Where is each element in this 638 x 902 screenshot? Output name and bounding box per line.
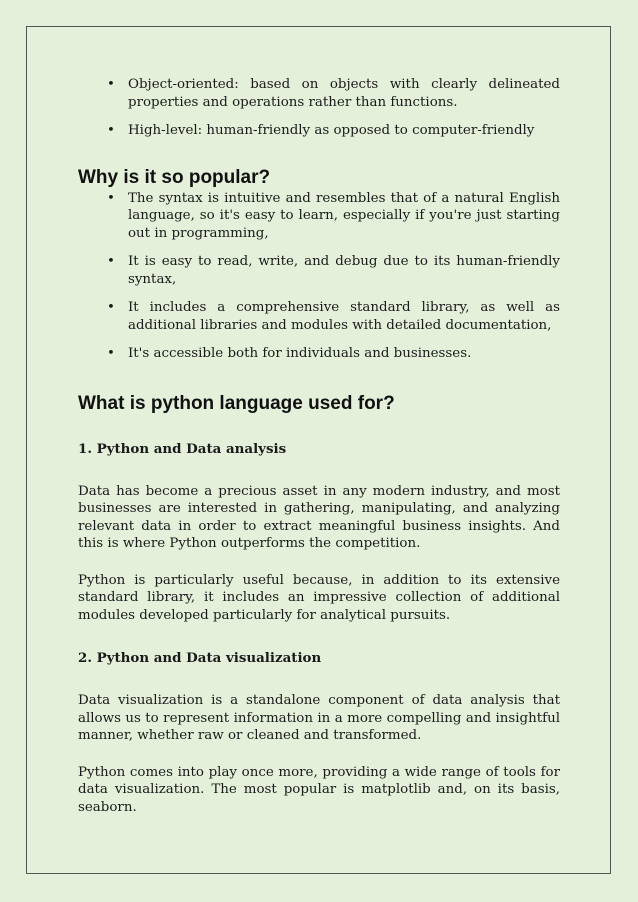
bullet-icon: • <box>107 123 115 138</box>
list-item-text: It is easy to read, write, and debug due to its human-friendly syntax, <box>128 254 560 287</box>
list-item <box>78 122 560 140</box>
list-item <box>78 253 560 288</box>
list-item <box>78 345 560 363</box>
paragraph: Data has become a precious asset in any modern industry, and most businesses are interested in gathering, manipulating, and analyzing relevant data in order to extract meaningful business insights. And this is where Python outperforms the competition. <box>78 483 560 551</box>
list-item <box>78 76 560 111</box>
subsection-title-data-analysis: 1. Python and Data analysis <box>78 440 287 457</box>
document-body <box>78 76 560 816</box>
section-heading-uses: What is python language used for? <box>78 392 395 414</box>
list-item <box>78 299 560 334</box>
list-item-text: The syntax is intuitive and resembles that of a natural English language, so it's easy to learn, especially if you're just starting out in programming, <box>128 190 560 241</box>
list-item-text: It includes a comprehensive standard library, as well as additional libraries and modules with detailed documentation, <box>128 300 560 333</box>
list-item-text: Object-oriented: based on objects with clearly delineated properties and operations rather than functions. <box>128 77 560 110</box>
bullet-icon: • <box>107 254 115 269</box>
bullet-icon: • <box>107 300 115 315</box>
paragraph: Python is particularly useful because, in addition to its extensive standard library, it includes an impressive collection of additional modules developed particularly for analytical pursuits. <box>78 572 560 623</box>
section-heading-popular: Why is it so popular? <box>78 166 271 188</box>
bullet-icon: • <box>107 346 115 361</box>
bullet-icon: • <box>107 190 115 206</box>
paragraph: Python comes into play once more, providing a wide range of tools for data visualization. The most popular is matplotlib and, on its basis, seaborn. <box>78 764 560 815</box>
list-item-text: It's accessible both for individuals and businesses. <box>128 346 472 361</box>
list-item <box>78 190 560 243</box>
paragraph: Data visualization is a standalone component of data analysis that allows us to represent information in a more compelling and insightful manner, whether raw or cleaned and transformed. <box>78 693 560 743</box>
subsection-title-data-visualization: 2. Python and Data visualization <box>78 650 322 666</box>
intro-bullet-list <box>78 76 560 140</box>
bullet-icon: • <box>107 77 115 92</box>
list-item-text: High-level: human-friendly as opposed to computer-friendly <box>128 123 535 138</box>
popular-bullet-list <box>78 190 560 363</box>
